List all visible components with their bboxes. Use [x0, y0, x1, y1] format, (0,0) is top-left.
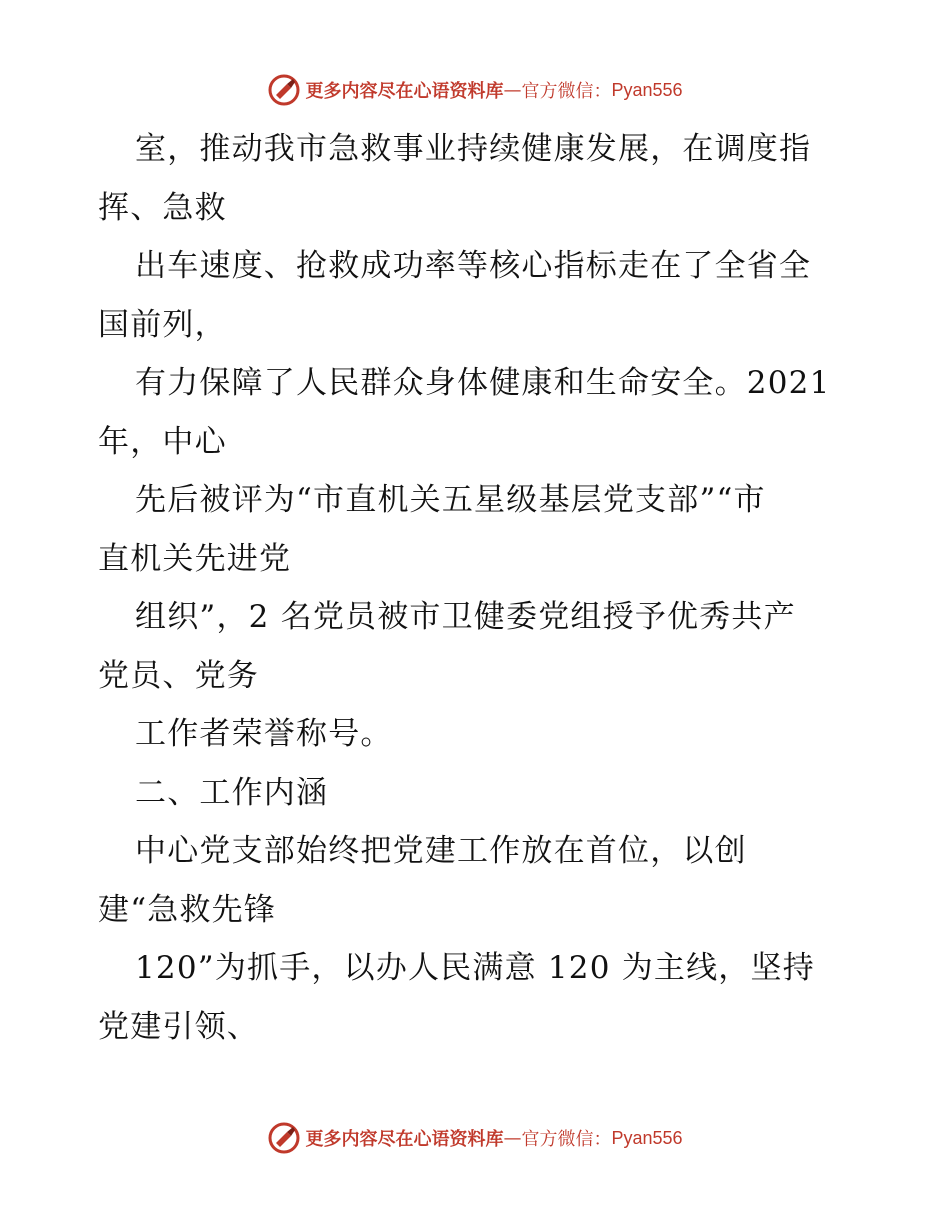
section-heading: 二、工作内涵 — [135, 774, 329, 811]
watermark-separator: — — [503, 1127, 522, 1149]
text-line: 出车速度、抢救成功率等核心指标走在了全省全 — [135, 248, 812, 284]
watermark-separator: — — [503, 79, 522, 101]
pen-logo-icon — [267, 73, 301, 107]
header-watermark — [0, 70, 950, 110]
pen-logo-icon — [267, 1121, 301, 1155]
watermark-main-text: 更多内容尽在心语资料库 — [305, 1129, 504, 1150]
text-line: 党员、党务 — [98, 657, 259, 694]
watermark-main-text: 更多内容尽在心语资料库 — [305, 81, 504, 102]
watermark-wechat-id: Pyan556 — [611, 1127, 683, 1148]
text-line: 国前列， — [98, 306, 227, 343]
text-line: 室，推动我市急救事业持续健康发展，在调度指 — [135, 131, 812, 167]
watermark-label: 官方微信： — [521, 81, 612, 102]
text-line: 年，中心 — [98, 423, 227, 460]
text-line: 直机关先进党 — [98, 540, 292, 577]
footer-watermark — [0, 1118, 950, 1158]
text-line: 党建引领、 — [98, 1008, 259, 1045]
document-body — [98, 120, 858, 1056]
watermark-wechat-id: Pyan556 — [611, 79, 683, 100]
watermark-label: 官方微信： — [521, 1129, 612, 1150]
text-line: 先后被评为“市直机关五星级基层党支部”“市 — [135, 482, 766, 518]
text-line: 工作者荣誉称号。 — [135, 716, 393, 752]
text-line: 组织”，2 名党员被市卫健委党组授予优秀共产 — [135, 599, 796, 635]
text-line: 有力保障了人民群众身体健康和生命安全。2021 — [135, 365, 831, 401]
text-line: 中心党支部始终把党建工作放在首位，以创 — [135, 833, 747, 869]
text-line: 建“急救先锋 — [98, 891, 277, 928]
text-line: 挥、急救 — [98, 189, 227, 226]
text-line: 120”为抓手，以办人民满意 120 为主线，坚持 — [135, 950, 815, 986]
